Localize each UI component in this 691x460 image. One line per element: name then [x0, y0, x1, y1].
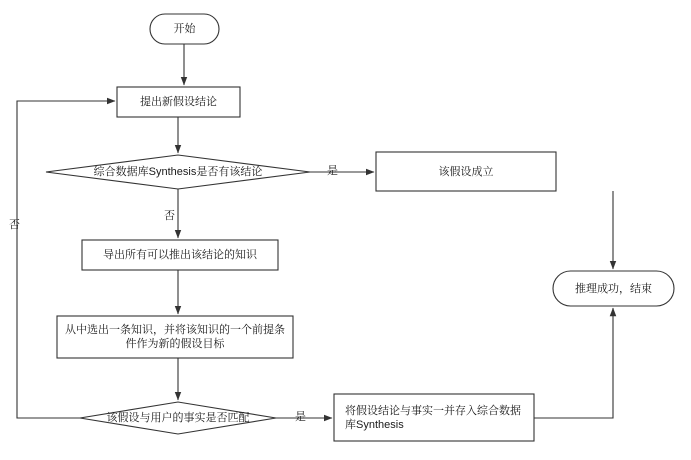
node-check-db-shape — [46, 155, 310, 189]
node-derive-label: 导出所有可以推出该结论的知识 — [103, 249, 257, 261]
node-select-shape — [57, 316, 293, 358]
node-hold-shape — [376, 152, 556, 191]
edge-label-match-no: 否 — [9, 219, 20, 231]
node-match-label: 该假设与用户的事实是否匹配 — [106, 412, 250, 424]
edge-label-checkdb-no: 否 — [164, 210, 175, 222]
node-store-shape — [334, 394, 534, 441]
node-select-label: 从中选出一条知识，并将该知识的一个前提条件作为新的假设目标 — [65, 324, 285, 350]
edge-store-to-end — [534, 308, 613, 418]
node-check-db-label: 综合数据库Synthesis是否有该结论 — [93, 166, 263, 178]
node-match-shape — [80, 402, 276, 434]
node-start-label: 开始 — [173, 23, 196, 35]
edge-label-match-yes: 是 — [295, 411, 306, 423]
node-propose-label: 提出新假设结论 — [140, 96, 217, 108]
node-hold-label: 该假设成立 — [438, 165, 494, 178]
edge-label-checkdb-yes: 是 — [327, 165, 338, 177]
node-end-label: 推理成功，结束 — [575, 282, 652, 295]
node-end-shape — [553, 271, 674, 306]
node-start-shape — [150, 14, 219, 44]
node-derive-shape — [82, 240, 278, 270]
node-propose-shape — [117, 87, 240, 117]
node-store-label: 将假设结论与事实一并存入综合数据库Synthesis — [345, 404, 521, 431]
